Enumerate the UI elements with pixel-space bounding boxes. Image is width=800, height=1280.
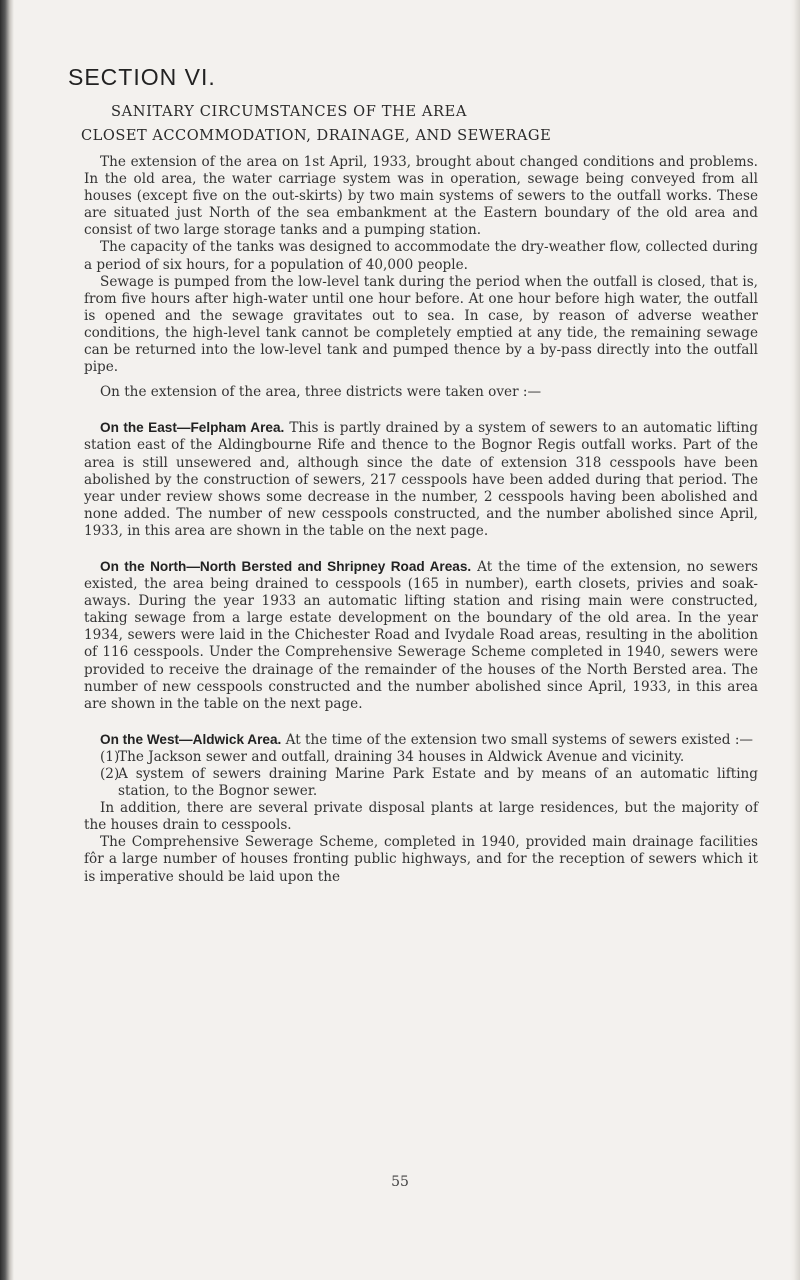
- page-binding-edge: [0, 0, 14, 1280]
- page-subtitle: CLOSET ACCOMMODATION, DRAINAGE, AND SEWERAGE: [81, 127, 552, 144]
- list-item: [84, 749, 758, 766]
- paragraph-extension: The extension of the area on 1st April, 1933, brought about changed conditions and problems. In the old area, the water carriage system was in operation, sewage being conveyed from all houses (except five on the out-skirts) by two main systems of sewers to the outfall works. These are situated just North of the sea embankment at the Eastern boundary of the old area and consist of two large storage tanks and a pumping station.: [84, 154, 758, 239]
- east-area-heading: On the East—Felpham Area.: [100, 420, 285, 436]
- page-title: SANITARY CIRCUMSTANCES OF THE AREA: [111, 103, 467, 120]
- paragraph-capacity: The capacity of the tanks was designed to accommodate the dry-weather flow, collected during a period of six hours, for a population of 40,000 people.: [84, 239, 758, 273]
- list-item-text: The Jackson sewer and outfall, draining 34 houses in Aldwick Avenue and vicinity.: [118, 748, 685, 765]
- section-heading: SECTION VI.: [68, 64, 216, 90]
- list-item-number: (1): [100, 748, 120, 765]
- list-item: [84, 766, 758, 800]
- east-area-text: This is partly drained by a system of sewers to an automatic lifting station east of the Aldingbourne Rife and thence to the Bognor Regis outfall works. Part of the area is still unsewered and, although since the date of extension 318 cesspools have been abolished by the construction of sewers, 217 cesspools have been added during that period. The year under review shows some decrease in the number, 2 cesspools having been abolished and none added. The number of new cesspools constructed, and the number abolished since April, 1933, in this area are shown in the table on the next page.: [84, 420, 758, 539]
- west-area-text: At the time of the extension two small systems of sewers existed :—: [281, 731, 753, 748]
- paragraph-sewerage-scheme: The Comprehensive Sewerage Scheme, completed in 1940, provided main drainage facilities fôr a large number of houses fronting public highways, and for the reception of sewers which it is imperative should be laid upon the: [84, 834, 758, 885]
- paragraph-west-area: [84, 731, 758, 749]
- page-right-edge: [790, 0, 800, 1280]
- list-item-text: A system of sewers draining Marine Park Estate and by means of an automatic lifting station, to the Bognor sewer.: [118, 766, 758, 800]
- list-item-number: (2): [100, 766, 120, 782]
- north-area-heading: On the North—North Bersted and Shripney Road Areas.: [100, 558, 472, 574]
- paragraph-private-plants: In addition, there are several private disposal plants at large residences, but the majority of the houses drain to cesspools.: [84, 800, 758, 834]
- north-area-text: At the time of the extension, no sewers existed, the area being drained to cesspools (165 in number), earth closets, privies and soak-aways. During the year 1933 an automatic lifting station and rising main were constructed, taking sewage from a large estate development on the boundary of the old area. In the year 1934, sewers were laid in the Chichester Road and Ivydale Road areas, resulting in the abolition of 116 cesspools. Under the Comprehensive Sewerage Scheme completed in 1940, sewers were provided to receive the drainage of the remainder of the houses of the North Bersted area. The number of new cesspools constructed and the number abolished since April, 1933, in this area are shown in the table on the next page.: [84, 558, 758, 712]
- paragraph-east-area: [84, 419, 758, 540]
- paragraph-pumping: Sewage is pumped from the low-level tank during the period when the outfall is closed, that is, from five hours after high-water until one hour before. At one hour before high water, the outfall is opened and the sewage gravitates out to sea. In case, by reason of adverse weather conditions, the high-level tank cannot be completely emptied at any tide, the remaining sewage can be returned into the low-level tank and pumped thence by a by-pass directly into the outfall pipe.: [84, 273, 758, 376]
- page-number: 55: [391, 1174, 409, 1190]
- paragraph-districts: On the extension of the area, three districts were taken over :—: [100, 384, 542, 401]
- body-text: [84, 154, 758, 886]
- west-area-heading: On the West—Aldwick Area.: [100, 731, 282, 747]
- paragraph-north-area: [84, 558, 758, 713]
